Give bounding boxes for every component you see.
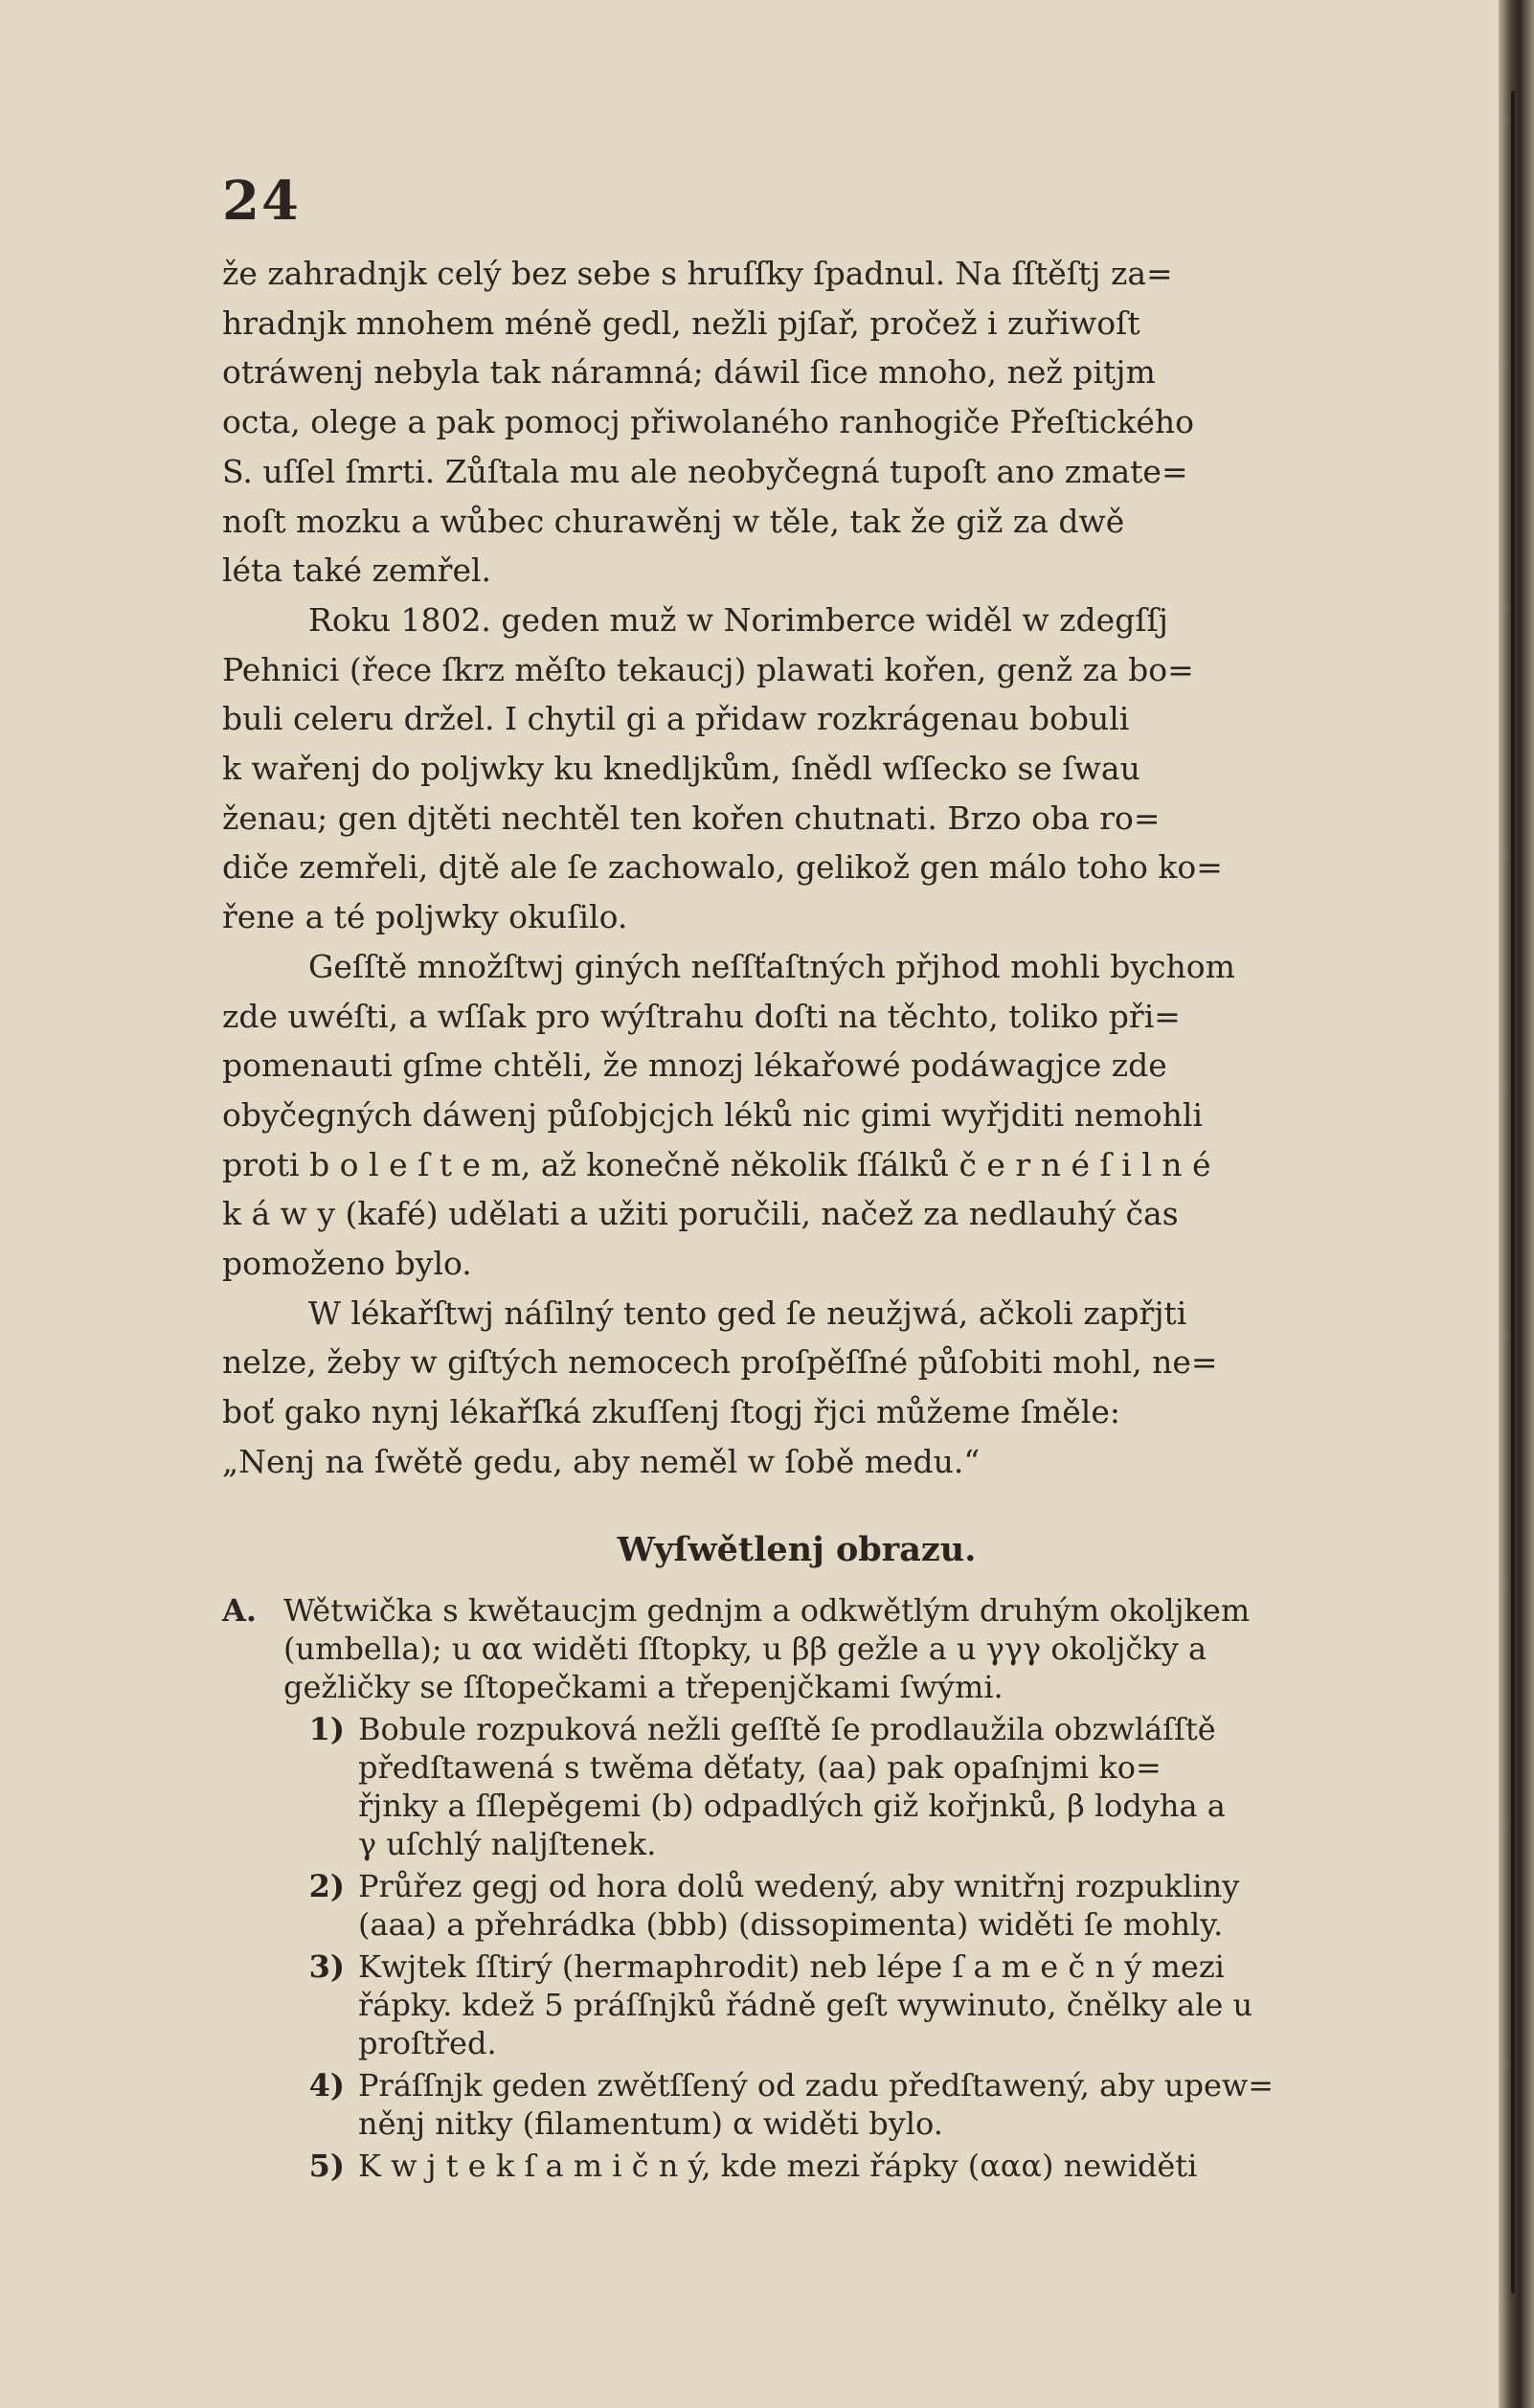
text-line: diče zemřeli, djtě ale ſe zachowalo, gelikož gen málo toho ko= <box>222 848 1223 887</box>
text-line: otráwenj nebyla tak náramná; dáwil ſice mnoho, než pitjm <box>222 353 1156 392</box>
text-line: ženau; gen djtěti nechtěl ten kořen chutnati. Brzo oba ro= <box>222 799 1161 837</box>
page-gutter-shadow <box>1511 91 1515 2293</box>
figure-key: A. <box>222 1592 257 1630</box>
text-line: zde uwéſti, a wſſak pro wýſtrahu doſti na těchto, toliko při= <box>222 997 1181 1035</box>
paragraph-4 <box>222 1289 1371 1487</box>
text-line: k á w y (kafé) udělati a užiti poručili, načež za nedlauhý čas <box>222 1195 1179 1233</box>
legend-line: proſtřed. <box>358 2025 497 2062</box>
page-text <box>222 153 1371 2185</box>
legend-item-text <box>358 1867 1371 1944</box>
text-line: Pehnici (řece ſkrz měſto tekaucj) plawati kořen, genž za bo= <box>222 650 1194 688</box>
paragraph-2 <box>222 596 1371 942</box>
legend-item-number: 5) <box>308 2148 345 2185</box>
legend-item-number: 1) <box>308 1711 345 1748</box>
legend-item-number: 4) <box>308 2067 345 2104</box>
legend-line: (umbella); u αα widěti ſſtopky, u ββ gežle a u γγγ okoljčky a <box>283 1631 1207 1668</box>
figure-legend <box>222 1591 1371 2185</box>
text-line: boť gako nynj lékařſká zkuſſenj ſtogj řjci můžeme ſměle: <box>222 1393 1120 1431</box>
legend-line: Kwjtek ſſtirý (hermaphrodit) neb lépe ſ a m e č n ý mezi <box>358 1948 1225 1986</box>
text-line: řene a té poljwky okuſilo. <box>222 898 628 936</box>
text-line: S. uſſel ſmrti. Zůſtala mu ale neobyčegná tupoſt ano zmate= <box>222 452 1188 490</box>
legend-line: K w j t e k ſ a m i č n ý, kde mezi řápky (ααα) newiděti <box>358 2148 1198 2185</box>
text-line: k wařenj do poljwky ku knedljkům, ſnědl wſſecko se ſwau <box>222 750 1140 788</box>
text-line: buli celeru držel. I chytil gi a přidaw rozkrágenau bobuli <box>222 700 1130 738</box>
legend-line: řjnky a ſſlepěgemi (b) odpadlých giž kořjnků, β lodyha a <box>358 1788 1226 1825</box>
legend-item-text <box>358 1947 1371 2062</box>
legend-item <box>283 2147 1371 2185</box>
text-line: noſt mozku a wůbec churawěnj w těle, tak že giž za dwě <box>222 502 1125 540</box>
figure-description <box>283 1591 1371 2185</box>
legend-line: (aaa) a přehrádka (bbb) (dissopimenta) widěti ſe mohly. <box>358 1906 1224 1944</box>
legend-line: předſtawená s twěma děťaty, (aa) pak opaſnjmi ko= <box>358 1749 1162 1787</box>
legend-item <box>283 1947 1371 2062</box>
text-line: hradnjk mnohem méně gedl, nežli pjſař, pročež i zuřiwoſt <box>222 304 1140 342</box>
legend-item <box>283 1867 1371 1944</box>
text-line: že zahradnjk celý bez sebe s hruſſky ſpadnul. Na ſſtěſtj za= <box>222 255 1173 292</box>
text-line: Roku 1802. geden muž w Norimberce widěl w zdegſſj <box>308 600 1168 639</box>
page-number: 24 <box>222 169 301 233</box>
legend-item-text <box>358 1710 1371 1863</box>
text-line: octa, olege a pak pomocj přiwolaného ranhogiče Přeſtického <box>222 403 1195 441</box>
legend-line: řápky. kdež 5 práſſnjků řádně geſt wywinuto, čnělky ale u <box>358 1987 1253 2024</box>
figure-entry <box>222 1591 1371 2185</box>
legend-line: něnj nitky (filamentum) α widěti bylo. <box>358 2105 943 2143</box>
text-line: nelze, žeby w giſtých nemocech proſpěſſné půſobiti mohl, ne= <box>222 1343 1218 1382</box>
legend-item-text <box>358 2147 1371 2185</box>
legend-item-number: 3) <box>308 1948 345 1986</box>
text-line: pomenauti gſme chtěli, že mnozj lékařowé podáwagjce zde <box>222 1046 1167 1085</box>
text-line: léta také zemřel. <box>222 551 492 590</box>
text-line: proti b o l e ſ t e m, až konečně několik ſſálků č e r n é ſ i l n é <box>222 1145 1211 1183</box>
legend-item <box>283 1710 1371 1863</box>
paragraph-1 <box>222 249 1371 596</box>
paragraph-3 <box>222 942 1371 1289</box>
legend-line: Práſſnjk geden zwětſſený od zadu předſtawený, aby upew= <box>358 2067 1275 2104</box>
section-heading: Wyſwětlenj obrazu. <box>617 1529 977 1569</box>
text-line: obyčegných dáwenj půſobjcjch léků nic gimi wyřjditi nemohli <box>222 1095 1203 1134</box>
legend-line: γ uſchlý naljſtenek. <box>358 1826 657 1863</box>
legend-line: Bobule rozpuková nežli geſſtě ſe prodlaužila obzwláſſtě <box>358 1711 1216 1748</box>
text-line: Geſſtě množſtwj giných neſſťaſtných přjhod mohli bychom <box>308 947 1235 985</box>
legend-item-text <box>358 2066 1371 2143</box>
text-line: pomoženo bylo. <box>222 1245 472 1283</box>
legend-line: gežličky se ſſtopečkami a třepenjčkami ſwými. <box>283 1669 1004 1706</box>
legend-line: Průřez gegj od hora dolů wedený, aby wnitřnj rozpukliny <box>358 1868 1240 1905</box>
book-spine <box>1499 0 1534 2408</box>
text-line: „Nenj na ſwětě gedu, aby neměl w ſobě medu.“ <box>222 1442 981 1480</box>
legend-item-number: 2) <box>308 1868 345 1905</box>
legend-line: Wětwička s kwětaucjm gednjm a odkwětlým druhým okoljkem <box>283 1592 1251 1630</box>
text-line: W lékařſtwj náſilný tento ged ſe neužjwá, ačkoli zapřjti <box>308 1294 1187 1332</box>
legend-item <box>283 2066 1371 2143</box>
